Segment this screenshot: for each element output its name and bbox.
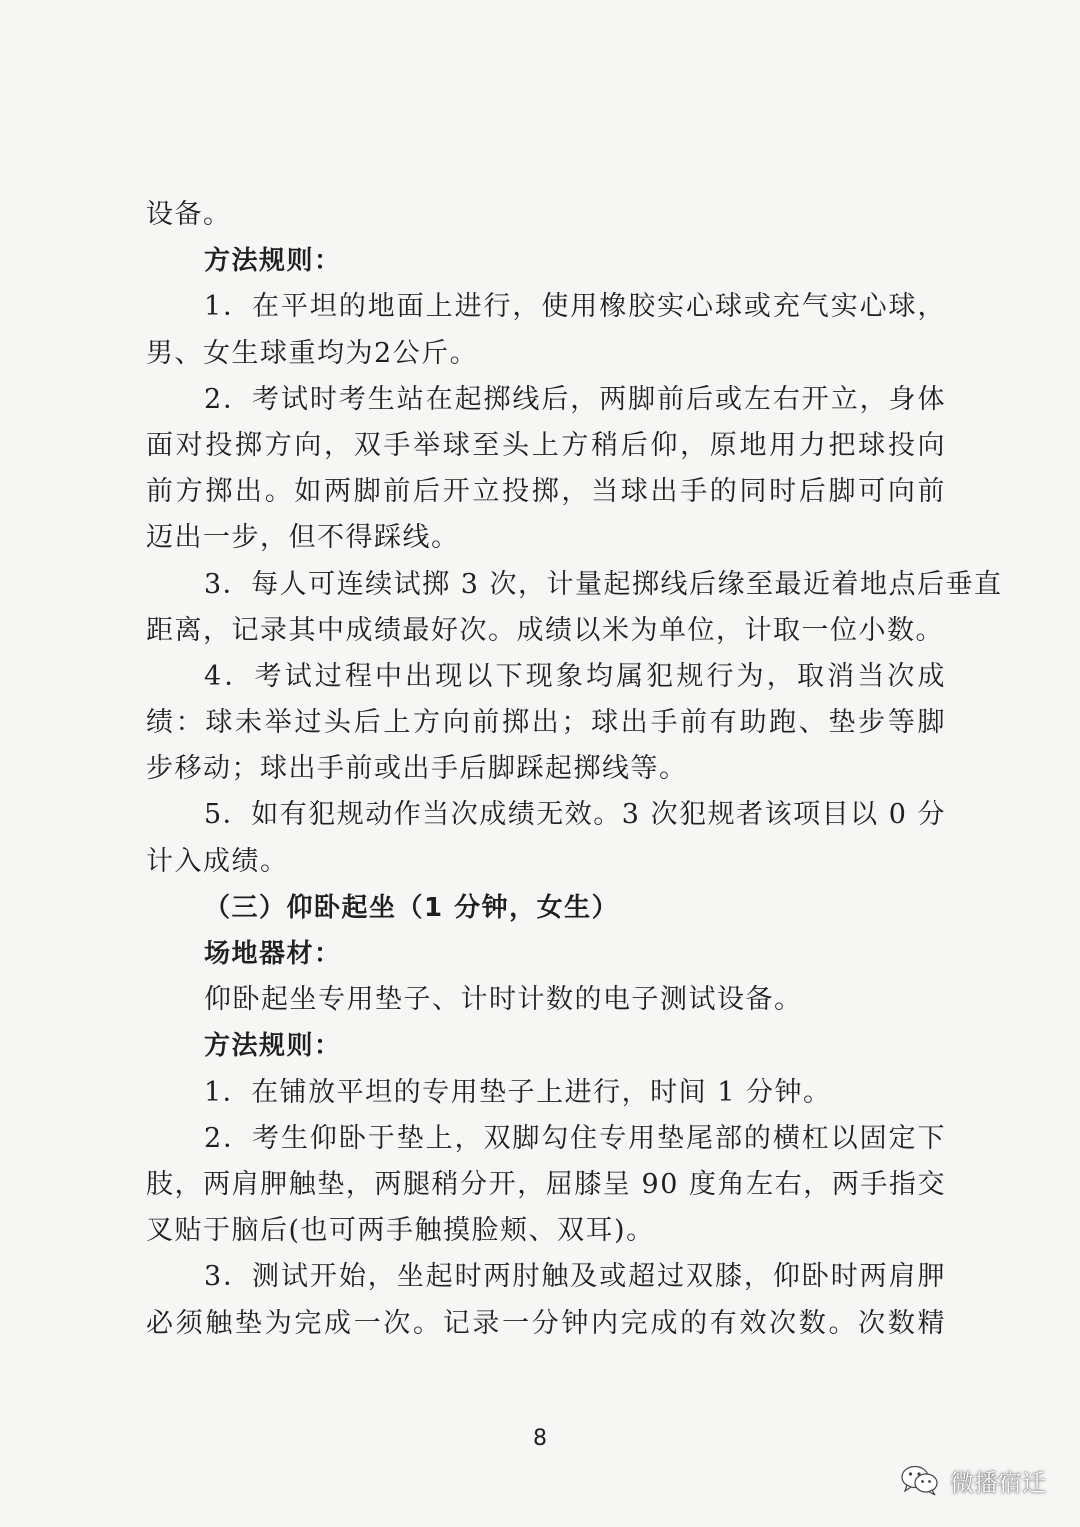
text-line: 4．考试过程中出现以下现象均属犯规行为，取消当次成 xyxy=(204,660,946,692)
text-line: 1．在平坦的地面上进行，使用橡胶实心球或充气实心球， xyxy=(204,291,946,323)
text-line: 迈出一步，但不得踩线。 xyxy=(146,522,460,554)
text-line: 1．在铺放平坦的专用垫子上进行，时间 1 分钟。 xyxy=(204,1076,832,1108)
subheading: 方法规则： xyxy=(204,1031,342,1062)
document-body xyxy=(146,192,1003,1347)
text-line: 3．测试开始，坐起时两肘触及或超过双膝，仰卧时两肩胛 xyxy=(204,1261,946,1293)
text-line: 肢，两肩胛触垫，两腿稍分开，屈膝呈 90 度角左右，两手指交 xyxy=(146,1168,946,1200)
text-line: 5．如有犯规动作当次成绩无效。3 次犯规者该项目以 0 分 xyxy=(204,799,946,831)
section-title: （三）仰卧起坐（1 分钟，女生） xyxy=(204,892,620,923)
subheading: 场地器材： xyxy=(204,939,342,969)
text-line: 叉贴于脑后(也可两手触摸脸颊、双耳)。 xyxy=(146,1215,655,1247)
text-line: 仰卧起坐专用垫子、计时计数的电子测试设备。 xyxy=(204,984,803,1016)
text-line: 2．考生仰卧于垫上，双脚勾住专用垫尾部的横杠以固定下 xyxy=(204,1122,946,1154)
text-line: 2．考试时考生站在起掷线后，两脚前后或左右开立，身体 xyxy=(204,383,946,415)
text-line: 必须触垫为完成一次。记录一分钟内完成的有效次数。次数精 xyxy=(146,1307,946,1339)
page-number: 8 xyxy=(533,1426,547,1451)
text-line: 前方掷出。如两脚前后开立投掷，当球出手的同时后脚可向前 xyxy=(146,476,946,508)
text-line: 3．每人可连续试掷 3 次，计量起掷线后缘至最近着地点后垂直 xyxy=(204,568,1003,600)
text-line: 距离，记录其中成绩最好次。成绩以米为单位，计取一位小数。 xyxy=(146,614,944,646)
text-line: 计入成绩。 xyxy=(146,845,289,877)
watermark-text: 微播宿迁 xyxy=(950,1468,1046,1497)
watermark xyxy=(900,1460,1046,1500)
text-line: 设备。 xyxy=(146,199,232,230)
subheading: 方法规则： xyxy=(204,246,342,277)
text-line: 步移动；球出手前或出手后脚踩起掷线等。 xyxy=(146,753,688,785)
wechat-icon xyxy=(900,1463,940,1497)
text-line: 男、女生球重均为2公斤。 xyxy=(146,337,479,369)
text-line: 绩：球未举过头后上方向前掷出；球出手前有助跑、垫步等脚 xyxy=(146,707,946,739)
text-line: 面对投掷方向，双手举球至头上方稍后仰，原地用力把球投向 xyxy=(146,429,946,461)
